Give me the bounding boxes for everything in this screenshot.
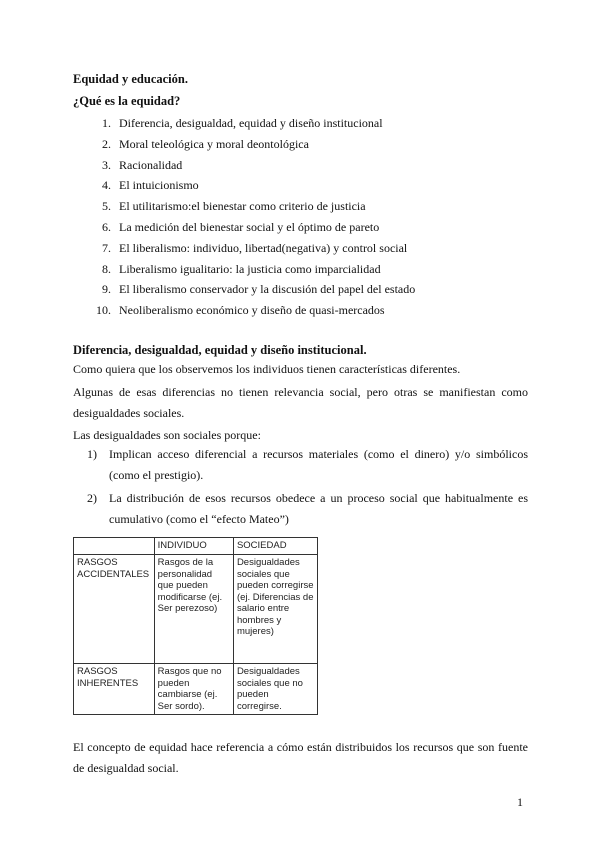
list-item: 10. Neoliberalismo económico y diseño de quasi-mercados bbox=[96, 303, 385, 318]
list-item: 8. Liberalismo igualitario: la justicia como imparcialidad bbox=[102, 261, 381, 276]
table-row bbox=[74, 664, 318, 715]
list-item: 6. La medición del bienestar social y el óptimo de pareto bbox=[102, 219, 380, 234]
table-cell: RASGOS ACCIDENTALES bbox=[74, 555, 155, 664]
page-number: 1 bbox=[517, 795, 523, 809]
list-item: 1) Implican acceso diferencial a recursos materiales (como el dinero) y/o simbólicos (como el prestigio). bbox=[87, 447, 528, 482]
causes-list bbox=[73, 444, 528, 532]
list-item: 5. El utilitarismo:el bienestar como criterio de justicia bbox=[102, 199, 366, 214]
table-cell: Desigualdades sociales que pueden corregirse (ej. Diferencias de salario entre hombres y mujeres) bbox=[233, 555, 317, 664]
table-header-cell: INDIVIDUO bbox=[154, 538, 233, 555]
topics-list bbox=[73, 113, 533, 321]
table-header-row bbox=[74, 538, 318, 555]
list-item: 1. Diferencia, desigualdad, equidad y diseño institucional bbox=[102, 116, 383, 130]
question-heading: ¿Qué es la equidad? bbox=[73, 94, 181, 108]
table-header-cell bbox=[74, 538, 155, 555]
traits-table bbox=[73, 537, 318, 715]
list-item: 2) La distribución de esos recursos obedece a un proceso social que habitualmente es cumulativo (como el “efecto Mateo”) bbox=[87, 491, 528, 526]
list-item: 3. Racionalidad bbox=[102, 157, 183, 172]
list-item: 4. El intuicionismo bbox=[102, 178, 199, 193]
document-title: Equidad y educación. bbox=[73, 72, 188, 86]
paragraph: Como quiera que los observemos los individuos tienen características diferentes. bbox=[73, 362, 461, 376]
list-item: 2. Moral teleológica y moral deontológica bbox=[102, 136, 309, 151]
table-cell: Rasgos que no pueden cambiarse (ej. Ser sordo). bbox=[154, 664, 233, 715]
paragraph: Algunas de esas diferencias no tienen relevancia social, pero otras se manifiestan como desigualdades sociales. bbox=[73, 385, 528, 420]
list-item: 7. El liberalismo: individuo, libertad(negativa) y control social bbox=[102, 240, 408, 255]
paragraph: Las desigualdades son sociales porque: bbox=[73, 428, 261, 442]
section-heading: Diferencia, desigualdad, equidad y diseño institucional. bbox=[73, 343, 367, 357]
table-cell: Desigualdades sociales que no pueden corregirse. bbox=[233, 664, 317, 715]
table-cell: RASGOS INHERENTES bbox=[74, 664, 155, 715]
list-item: 9. El liberalismo conservador y la discusión del papel del estado bbox=[102, 282, 416, 297]
paragraph: El concepto de equidad hace referencia a cómo están distribuidos los recursos que son fuente de desigualdad social. bbox=[73, 740, 528, 775]
table-row bbox=[74, 555, 318, 664]
table-header-cell: SOCIEDAD bbox=[233, 538, 317, 555]
table-cell: Rasgos de la personalidad que pueden modificarse (ej. Ser perezoso) bbox=[154, 555, 233, 664]
